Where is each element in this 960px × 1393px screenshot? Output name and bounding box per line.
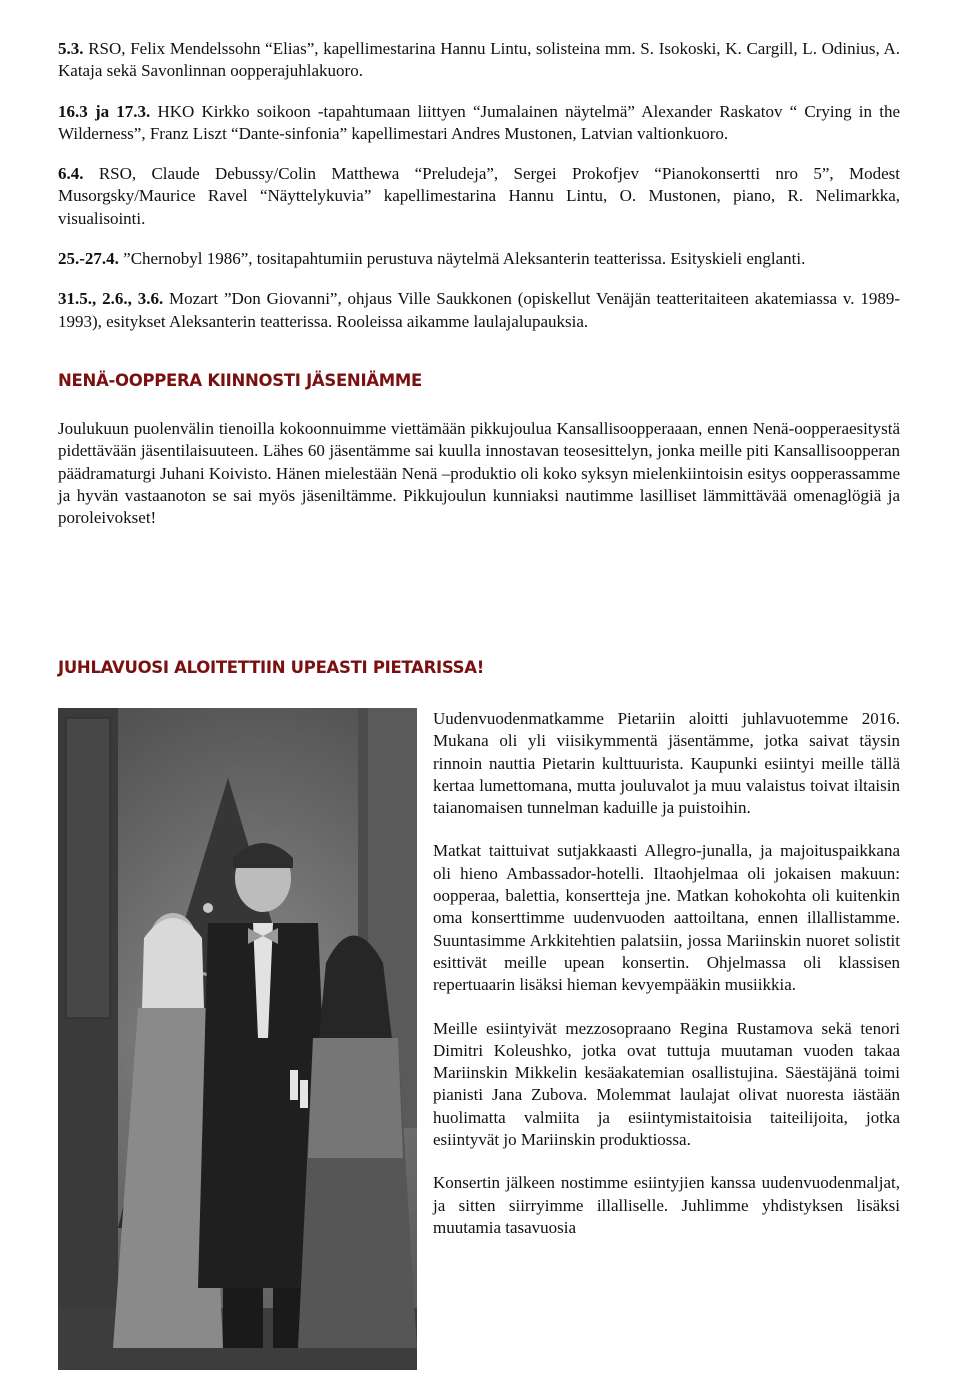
event-date: 31.5., 2.6., 3.6. [58,289,164,309]
document-page [58,38,901,1237]
event-item [58,288,900,333]
article-text-column [433,708,900,1260]
article-paragraph: Meille esiintyivät mezzosopraano Regina Rustamova sekä tenori Dimitri Koleushko, jotka ovat tuttuja muutaman vuoden takaa Mariinskin Mikkelin kesäakatemian osallistujina. Säestäjänä toimi pianisti Jana Zubova. Molemmat laulajat olivat nuoresta iästään huolimatta valmiita ja esiintymistaitoisia taiteilijoita, jotka esiintyvät jo Mariinskin produktiossa. [433,1018,900,1150]
event-text: HKO Kirkko soikoon -tapahtumaan liittyen “Jumalainen näytelmä” Alexander Raskatov “ Crying in the Wilderness”, Franz Liszt “Dante-sinfonia” kapellimestari Andres Mustonen, Latvian valtionkuoro. [58,101,900,143]
event-date: 25.-27.4. [58,249,119,269]
section-body-nena-ooppera: Joulukuun puolenvälin tienoilla kokoonnuimme viettämään pikkujoulua Kansallisoopperaaan, ennen Nenä-oopperaesitystä pidettävään jäsentilaisuuteen. Lähes 60 jäsentämme sai kuulla innostavan teosesittelyn, jonka meille piti Kansallisoopperan päädramaturgi Juhani Koivisto. Hänen mielestään Nenä –produktio oli koko syksyn mielenkiintoisin esitys oopperassamme ja hyvän vastaanoton se sai myös jäseniltämme. Pikkujoulun kunniaksi nautimme lasilliset lämmittävää omenaglögiä ja poroleivokset! [58,418,900,528]
event-item [58,163,900,230]
event-text: ”Chernobyl 1986”, tositapahtumiin perustuva näytelmä Aleksanterin teatterissa. Esityskieli englanti. [118,249,806,269]
group-photo [58,708,417,1370]
event-text: RSO, Claude Debussy/Colin Matthewa “Preludeja”, Sergei Prokofjev “Pianokonsertti nro 5”, Modest Musorgsky/Maurice Ravel “Näyttelykuvia” kapellimestarina Hannu Lintu, O. Mustonen, piano, R. Nelimarkka, visualisointi. [58,164,900,228]
event-date: 5.3. [58,39,84,58]
event-list [58,38,900,333]
event-text: RSO, Felix Mendelssohn “Elias”, kapellimestarina Hannu Lintu, solisteina mm. S. Isokoski, K. Cargill, L. Odinius, A. Kataja sekä Savonlinnan oopperajuhlakuoro. [58,39,900,81]
article-paragraph: Konsertin jälkeen nostimme esiintyjien kanssa uudenvuodenmaljat, ja sitten siirryimme illalliselle. Juhlimme yhdistyksen lisäksi muutamia tasavuosia [433,1173,900,1237]
section-heading-nena-ooppera: NENÄ-OOPPERA KIINNOSTI JÄSENIÄMME [58,370,422,390]
event-item [58,248,900,270]
event-item [58,101,900,146]
event-item [58,38,900,83]
event-text: Mozart ”Don Giovanni”, ohjaus Ville Saukkonen (opiskellut Venäjän teatteritaiteen akatemiassa v. 1989-1993), esitykset Aleksanterin teatterissa. Rooleissa aikamme laulajalupauksia. [58,289,901,331]
section-heading-juhlavuosi: JUHLAVUOSI ALOITETTIIN UPEASTI PIETARISSA! [58,658,484,677]
event-date: 16.3 ja 17.3. [58,101,151,121]
article-paragraph: Matkat taittuivat sutjakkaasti Allegro-junalla, ja majoituspaikkana oli hieno Ambassador-hotelli. Iltaohjelmaa oli jokaisen makuun: oopperaa, balettia, konsertteja jne. Matkan kohokohta oli kuitenkin oma konserttimme uudenvuoden aattoiltana, ennen illallistamme. Suuntasimme Arkkitehtien palatsiin, jossa Mariinskin nuoret solistit esittivät meille upean konsertin. Ohjelmassa oli klassisen repertuaarin lisäksi hieman kevyempääkin musiikkia. [433,841,900,995]
event-date: 6.4. [58,164,84,184]
article-paragraph: Uudenvuodenmatkamme Pietariin aloitti juhlavuotemme 2016. Mukana oli yli viisikymmentä jäsentämme, jotka saivat täysin rinnoin nauttia Pietarin kulttuurista. Kaupunki esiintyi meille tällä kertaa lumettomana, mutta jouluvalot ja muu valaistus toivat iltaisin taianomaisen tunnelman kaduille ja puistoihin. [433,709,900,818]
